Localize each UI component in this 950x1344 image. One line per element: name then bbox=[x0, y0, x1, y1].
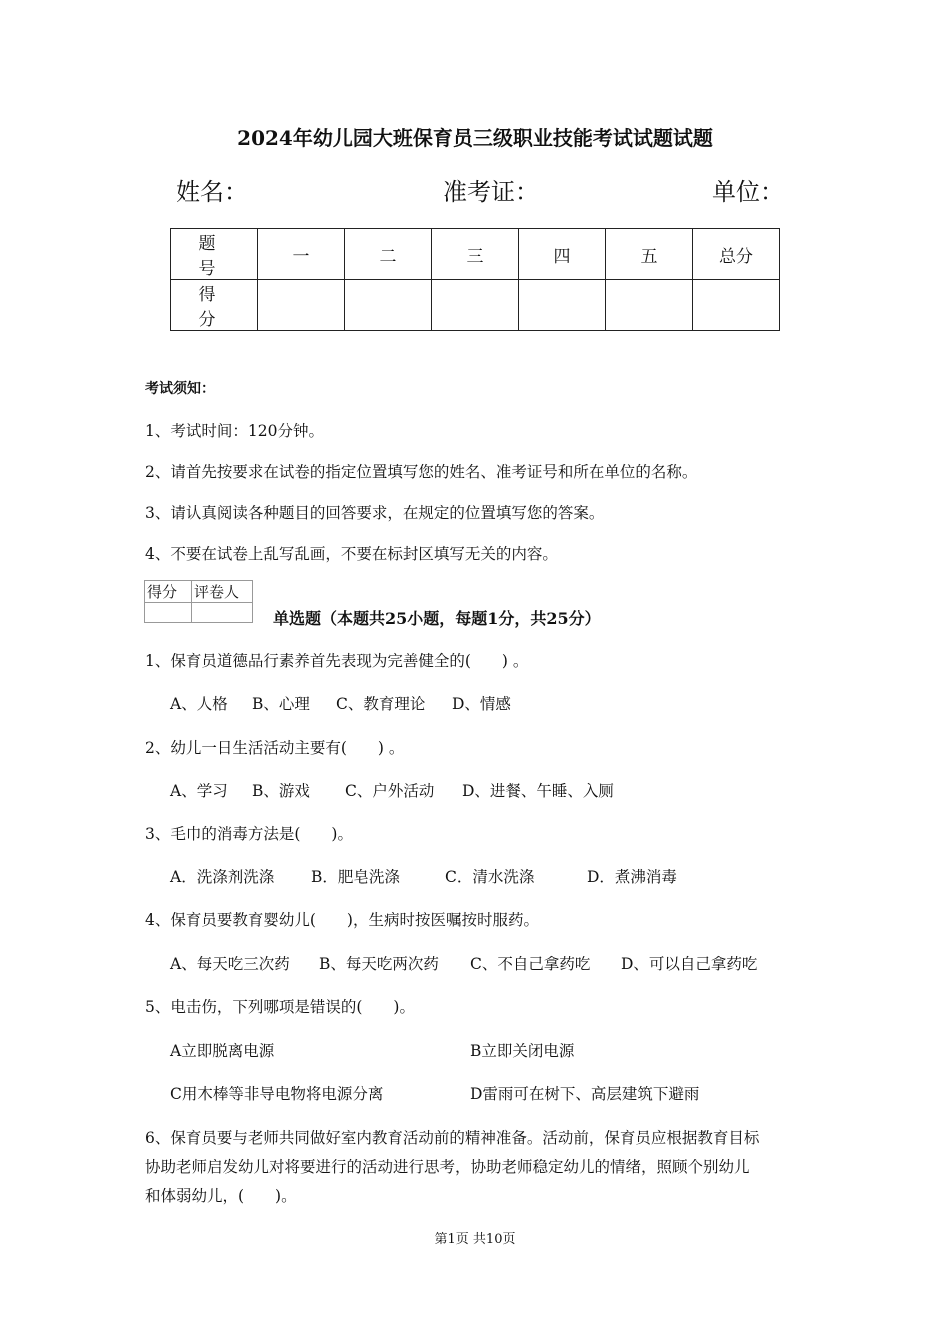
option[interactable]: A、人格 bbox=[170, 695, 228, 713]
option[interactable]: D、可以自己拿药吃 bbox=[621, 955, 758, 973]
notice-item: 2、请首先按要求在试卷的指定位置填写您的姓名、准考证号和所在单位的名称。 bbox=[145, 463, 698, 481]
score-entry-cell[interactable] bbox=[258, 280, 345, 331]
option[interactable]: A立即脱离电源 bbox=[170, 1042, 275, 1060]
question-stem: 2、幼儿一日生活活动主要有( ) 。 bbox=[145, 739, 405, 757]
option[interactable]: A、每天吃三次药 bbox=[170, 955, 290, 973]
notice-item: 1、考试时间：120分钟。 bbox=[145, 422, 324, 440]
grader-score-label: 得分 bbox=[145, 581, 192, 603]
score-table-cell: 五 bbox=[606, 229, 693, 280]
score-table-cell: 题 号 bbox=[171, 229, 258, 280]
score-table bbox=[170, 228, 780, 331]
unit-label: 单位： bbox=[712, 178, 784, 206]
score-entry-cell[interactable] bbox=[432, 280, 519, 331]
question-stem: 3、毛巾的消毒方法是( )。 bbox=[145, 825, 353, 843]
score-table-cell: 总分 bbox=[693, 229, 780, 280]
question-stem-line: 6、保育员要与老师共同做好室内教育活动前的精神准备。活动前，保育员应根据教育目标 bbox=[145, 1129, 760, 1147]
option[interactable]: D、情感 bbox=[452, 695, 511, 713]
question-stem-line: 和体弱幼儿，( )。 bbox=[145, 1187, 297, 1205]
option[interactable]: A．洗涤剂洗涤 bbox=[170, 868, 275, 886]
score-table-cell: 得 分 bbox=[171, 280, 258, 331]
score-table-cell: 二 bbox=[345, 229, 432, 280]
option[interactable]: A、学习 bbox=[170, 782, 228, 800]
option[interactable]: C用木棒等非导电物将电源分离 bbox=[170, 1085, 384, 1103]
option[interactable]: C、教育理论 bbox=[336, 695, 426, 713]
notice-item: 4、不要在试卷上乱写乱画，不要在标封区填写无关的内容。 bbox=[145, 545, 558, 563]
exam-id-label: 准考证： bbox=[443, 178, 539, 206]
score-entry-cell[interactable] bbox=[519, 280, 606, 331]
option[interactable]: C．清水洗涤 bbox=[445, 868, 535, 886]
score-entry-cell[interactable] bbox=[606, 280, 693, 331]
option[interactable]: C、户外活动 bbox=[345, 782, 435, 800]
option[interactable]: B立即关闭电源 bbox=[470, 1042, 575, 1060]
grader-cell[interactable] bbox=[192, 603, 253, 623]
question-stem: 4、保育员要教育婴幼儿( )，生病时按医嘱按时服药。 bbox=[145, 911, 539, 929]
section-title: 单选题（本题共25小题，每题1分，共25分） bbox=[273, 609, 601, 628]
score-entry-cell[interactable] bbox=[345, 280, 432, 331]
score-entry-cell[interactable] bbox=[693, 280, 780, 331]
option[interactable]: B、每天吃两次药 bbox=[319, 955, 439, 973]
score-table-score-row bbox=[171, 280, 780, 331]
exam-title: 2024年幼儿园大班保育员三级职业技能考试试题试题 bbox=[237, 126, 713, 150]
notice-title: 考试须知： bbox=[145, 381, 215, 397]
option[interactable]: D．煮沸消毒 bbox=[587, 868, 677, 886]
option[interactable]: B．肥皂洗涤 bbox=[311, 868, 400, 886]
question-stem-line: 协助老师启发幼儿对将要进行的活动进行思考，协助老师稳定幼儿的情绪，照顾个别幼儿 bbox=[145, 1158, 750, 1176]
score-table-cell: 一 bbox=[258, 229, 345, 280]
grader-box bbox=[144, 580, 253, 623]
page-footer: 第1页 共10页 bbox=[434, 1232, 516, 1247]
grader-score-cell[interactable] bbox=[145, 603, 192, 623]
score-table-cell: 四 bbox=[519, 229, 606, 280]
question-stem: 5、电击伤，下列哪项是错误的( )。 bbox=[145, 998, 415, 1016]
notice-item: 3、请认真阅读各种题目的回答要求，在规定的位置填写您的答案。 bbox=[145, 504, 605, 522]
option[interactable]: D雷雨可在树下、高层建筑下避雨 bbox=[470, 1085, 700, 1103]
score-table-cell: 三 bbox=[432, 229, 519, 280]
option[interactable]: B、游戏 bbox=[252, 782, 310, 800]
score-table-header-row bbox=[171, 229, 780, 280]
option[interactable]: C、不自己拿药吃 bbox=[470, 955, 591, 973]
question-stem: 1、保育员道德品行素养首先表现为完善健全的( ) 。 bbox=[145, 652, 529, 670]
name-label: 姓名： bbox=[176, 178, 248, 206]
option[interactable]: B、心理 bbox=[252, 695, 310, 713]
option[interactable]: D、进餐、午睡、入厕 bbox=[462, 782, 614, 800]
grader-label: 评卷人 bbox=[192, 581, 253, 603]
